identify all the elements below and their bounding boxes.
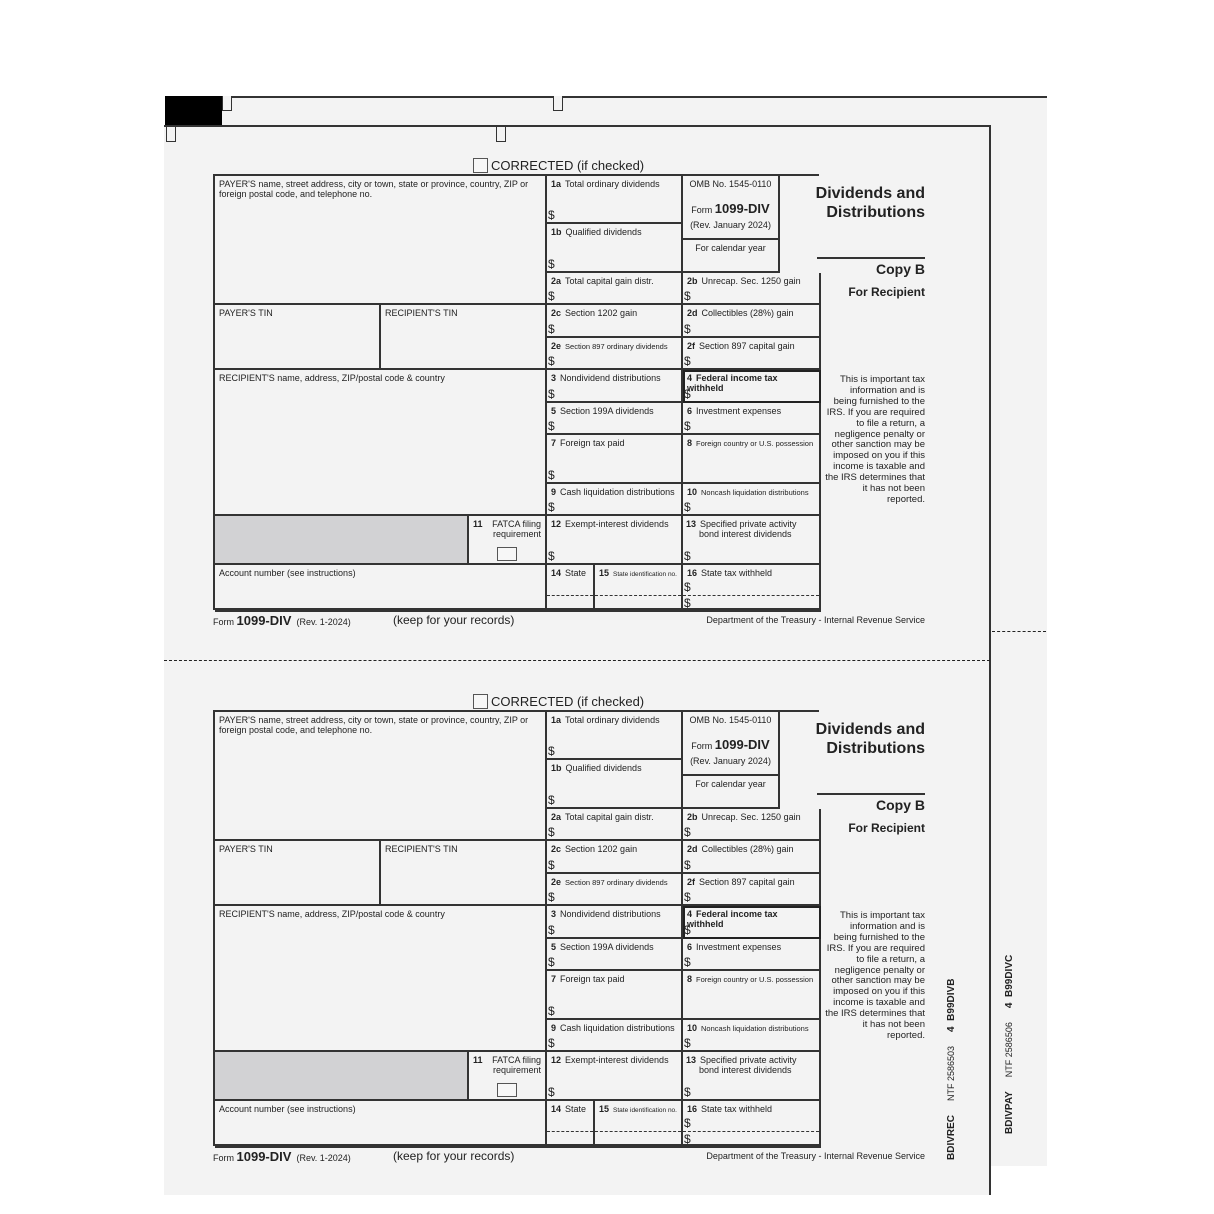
- box-2d[interactable]: 2d Collectibles (28%) gain $: [683, 841, 821, 874]
- calendar-year-field[interactable]: For calendar year: [683, 776, 780, 809]
- field-label: RECIPIENT'S name, address, ZIP/postal code & country: [219, 909, 445, 919]
- payer-tin-field[interactable]: [215, 305, 381, 370]
- recipient-info-field[interactable]: [215, 906, 547, 1052]
- corrected-field: [473, 158, 644, 173]
- tab-mark: [222, 96, 232, 111]
- account-number-field[interactable]: [215, 565, 547, 612]
- form-title: Dividends and Distributions: [815, 185, 925, 221]
- box-num: 11: [473, 1055, 483, 1065]
- form-1099-div: [213, 158, 925, 638]
- tab-mark: [496, 127, 506, 142]
- box-9[interactable]: 9 Cash liquidation distributions $: [547, 1020, 683, 1052]
- divider: [817, 793, 925, 795]
- box-7[interactable]: 7 Foreign tax paid $: [547, 971, 683, 1020]
- omb-form-id: OMB No. 1545-0110 Form 1099-DIV (Rev. January 2024): [683, 176, 780, 240]
- divider: [817, 257, 925, 259]
- box-2e[interactable]: 2e Section 897 ordinary dividends $: [547, 338, 683, 370]
- box-num: 11: [473, 519, 483, 529]
- form-footer: Form 1099-DIV (Rev. 1-2024) (keep for your records) Department of the Treasury - Internal Revenue Service: [213, 613, 925, 628]
- field-label: Account number (see instructions): [219, 568, 356, 578]
- account-number-field[interactable]: [215, 1101, 547, 1148]
- box-10[interactable]: 10 Noncash liquidation distributions $: [683, 1020, 821, 1052]
- box-13[interactable]: 13 Specified private activity bond interest dividends $: [683, 516, 821, 565]
- fatca-checkbox[interactable]: [497, 547, 517, 561]
- side-label-front: BDIVRECNTF 25865034 B99DIVB: [946, 978, 957, 1160]
- box-2a[interactable]: 2a Total capital gain distr. $: [547, 273, 683, 305]
- box-2c[interactable]: 2c Section 1202 gain $: [547, 305, 683, 338]
- box-16[interactable]: 16 State tax withheld $ $: [683, 565, 821, 612]
- notice-text: This is important tax information and is being furnished to the IRS. If you are required to file a return, a negligence penalty or other sanction may be imposed on you if this income is taxable and the IRS determines that it has not been reported.: [825, 910, 925, 1041]
- box-15[interactable]: 15 State identification no.: [595, 565, 683, 612]
- fatca-field: [469, 516, 547, 565]
- corrected-label: CORRECTED (if checked): [491, 158, 645, 173]
- box-2b[interactable]: 2b Unrecap. Sec. 1250 gain $: [683, 273, 821, 305]
- form-1099-div: [213, 694, 925, 1174]
- box-6[interactable]: 6 Investment expenses $: [683, 403, 821, 435]
- box-12[interactable]: 12 Exempt-interest dividends $: [547, 516, 683, 565]
- field-label: FATCA filing requirement: [492, 519, 541, 539]
- fatca-checkbox[interactable]: [497, 1083, 517, 1097]
- field-label: RECIPIENT'S name, address, ZIP/postal code & country: [219, 373, 445, 383]
- notice-text: This is important tax information and is being furnished to the IRS. If you are required to file a return, a negligence penalty or other sanction may be imposed on you if this income is taxable and the IRS determines that it has not been reported.: [825, 374, 925, 505]
- omb-form-id: OMB No. 1545-0110 Form 1099-DIV (Rev. January 2024): [683, 712, 780, 776]
- recipient-info-field[interactable]: [215, 370, 547, 516]
- box-8[interactable]: 8 Foreign country or U.S. possession: [683, 435, 821, 484]
- box-3[interactable]: 3 Nondividend distributions $: [547, 370, 683, 403]
- calendar-year-field[interactable]: For calendar year: [683, 240, 780, 273]
- field-label: FATCA filing requirement: [492, 1055, 541, 1075]
- box-15[interactable]: 15 State identification no.: [595, 1101, 683, 1148]
- form-grid: [213, 174, 819, 610]
- recipient-tin-field[interactable]: [381, 305, 547, 370]
- for-recipient-label: For Recipient: [848, 285, 925, 299]
- box-2b[interactable]: 2b Unrecap. Sec. 1250 gain $: [683, 809, 821, 841]
- box-13[interactable]: 13 Specified private activity bond interest dividends $: [683, 1052, 821, 1101]
- recipient-tin-field[interactable]: [381, 841, 547, 906]
- box-1b[interactable]: 1b Qualified dividends $: [547, 224, 683, 273]
- shaded-area: [215, 1052, 469, 1101]
- corrected-field: [473, 694, 644, 709]
- box-12[interactable]: 12 Exempt-interest dividends $: [547, 1052, 683, 1101]
- box-5[interactable]: 5 Section 199A dividends $: [547, 939, 683, 971]
- box-9[interactable]: 9 Cash liquidation distributions $: [547, 484, 683, 516]
- payer-info-field[interactable]: [215, 176, 547, 305]
- box-2a[interactable]: 2a Total capital gain distr. $: [547, 809, 683, 841]
- tab-mark: [553, 96, 563, 111]
- box-8[interactable]: 8 Foreign country or U.S. possession: [683, 971, 821, 1020]
- field-label: PAYER'S name, street address, city or town, state or province, country, ZIP or foreign postal code, and telephone no.: [219, 179, 529, 199]
- box-6[interactable]: 6 Investment expenses $: [683, 939, 821, 971]
- shaded-area: [215, 516, 469, 565]
- form-grid: [213, 710, 819, 1146]
- field-label: PAYER'S TIN: [219, 844, 273, 854]
- form-footer: Form 1099-DIV (Rev. 1-2024) (keep for your records) Department of the Treasury - Internal Revenue Service: [213, 1149, 925, 1164]
- corrected-label: CORRECTED (if checked): [491, 694, 645, 709]
- box-4-federal-tax[interactable]: 4 Federal income tax withheld $: [683, 906, 821, 939]
- for-recipient-label: For Recipient: [848, 821, 925, 835]
- box-2d[interactable]: 2d Collectibles (28%) gain $: [683, 305, 821, 338]
- form-title: Dividends and Distributions: [815, 721, 925, 757]
- box-5[interactable]: 5 Section 199A dividends $: [547, 403, 683, 435]
- corrected-checkbox[interactable]: [473, 694, 488, 709]
- payer-tin-field[interactable]: [215, 841, 381, 906]
- box-2f[interactable]: 2f Section 897 capital gain $: [683, 874, 821, 906]
- box-14[interactable]: 14 State: [547, 565, 595, 612]
- box-2c[interactable]: 2c Section 1202 gain $: [547, 841, 683, 874]
- box-1a[interactable]: 1a Total ordinary dividends $: [547, 712, 683, 760]
- fatca-field: [469, 1052, 547, 1101]
- box-1b[interactable]: 1b Qualified dividends $: [547, 760, 683, 809]
- box-1a[interactable]: 1a Total ordinary dividends $: [547, 176, 683, 224]
- box-2e[interactable]: 2e Section 897 ordinary dividends $: [547, 874, 683, 906]
- field-label: RECIPIENT'S TIN: [385, 844, 458, 854]
- tab-mark: [166, 127, 176, 142]
- box-14[interactable]: 14 State: [547, 1101, 595, 1148]
- box-3[interactable]: 3 Nondividend distributions $: [547, 906, 683, 939]
- field-label: Account number (see instructions): [219, 1104, 356, 1114]
- field-label: PAYER'S name, street address, city or town, state or province, country, ZIP or foreign postal code, and telephone no.: [219, 715, 529, 735]
- form-copy-bottom: [0, 694, 1214, 1184]
- box-10[interactable]: 10 Noncash liquidation distributions $: [683, 484, 821, 516]
- form-copy-top: [0, 158, 1214, 648]
- side-label-back: BDIVPAYNTF 25865064 B99DIVC: [1004, 954, 1015, 1134]
- shadow: [165, 96, 222, 126]
- payer-info-field[interactable]: [215, 712, 547, 841]
- box-4-federal-tax[interactable]: 4 Federal income tax withheld $: [683, 370, 821, 403]
- perforation-line: [164, 660, 990, 661]
- field-label: RECIPIENT'S TIN: [385, 308, 458, 318]
- corrected-checkbox[interactable]: [473, 158, 488, 173]
- box-7[interactable]: 7 Foreign tax paid $: [547, 435, 683, 484]
- field-label: PAYER'S TIN: [219, 308, 273, 318]
- box-2f[interactable]: 2f Section 897 capital gain $: [683, 338, 821, 370]
- copy-label: Copy B: [876, 797, 925, 813]
- copy-label: Copy B: [876, 261, 925, 277]
- box-16[interactable]: 16 State tax withheld $ $: [683, 1101, 821, 1148]
